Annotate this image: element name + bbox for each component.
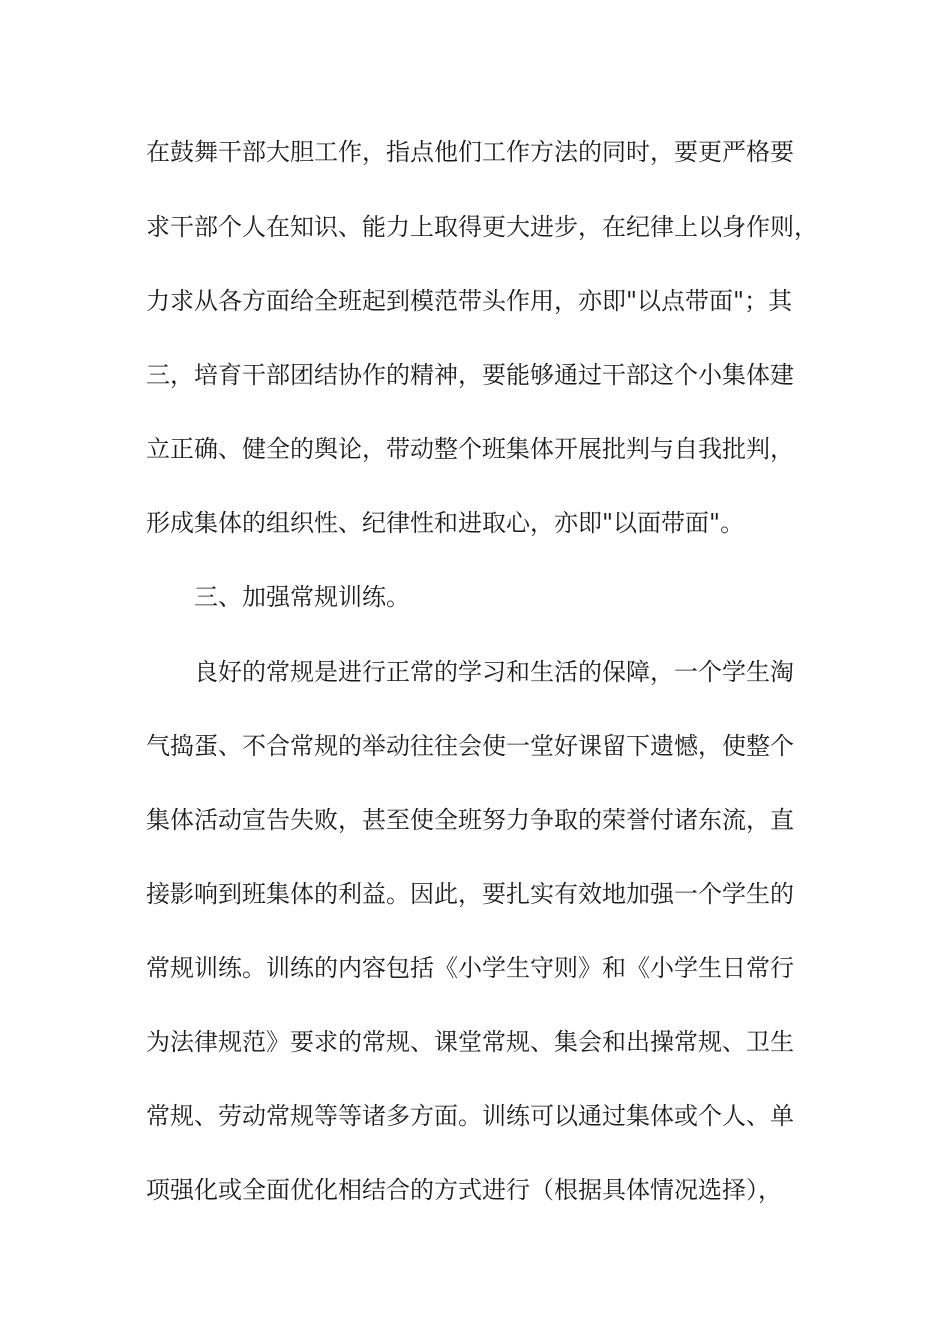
- text-line: 在鼓舞干部大胆工作，指点他们工作方法的同时，要更严格要: [146, 138, 794, 166]
- text-line: 力求从各方面给全班起到模范带头作用，亦即"以点带面"；其: [146, 287, 793, 315]
- text-line: 为法律规范》要求的常规、课堂常规、集会和出操常规、卫生: [146, 1028, 794, 1056]
- text-line: 接影响到班集体的利益。因此，要扎实有效地加强一个学生的: [146, 880, 794, 908]
- text-line: 常规、劳动常规等等诸多方面。训练可以通过集体或个人、单: [146, 1102, 794, 1130]
- text-line: 形成集体的组织性、纪律性和进取心，亦即"以面带面"。: [146, 509, 745, 537]
- text-line: 项强化或全面优化相结合的方式进行（根据具体情况选择），: [146, 1176, 782, 1204]
- text-line: 常规训练。训练的内容包括《小学生守则》和《小学生日常行: [146, 954, 794, 982]
- text-line: 三，培育干部团结协作的精神，要能够通过干部这个小集体建: [146, 361, 794, 389]
- paragraph-first-line: 良好的常规是进行正常的学习和生活的保障，一个学生淘: [194, 658, 794, 686]
- text-line: 求干部个人在知识、能力上取得更大进步，在纪律上以身作则，: [146, 213, 818, 241]
- text-line: 气捣蛋、不合常规的举动往往会使一堂好课留下遗憾，使整个: [146, 732, 794, 760]
- section-heading: 三、加强常规训练。: [194, 583, 410, 611]
- text-line: 集体活动宣告失败，甚至使全班努力争取的荣誉付诸东流，直: [146, 806, 794, 834]
- text-line: 立正确、健全的舆论，带动整个班集体开展批判与自我批判，: [146, 435, 794, 463]
